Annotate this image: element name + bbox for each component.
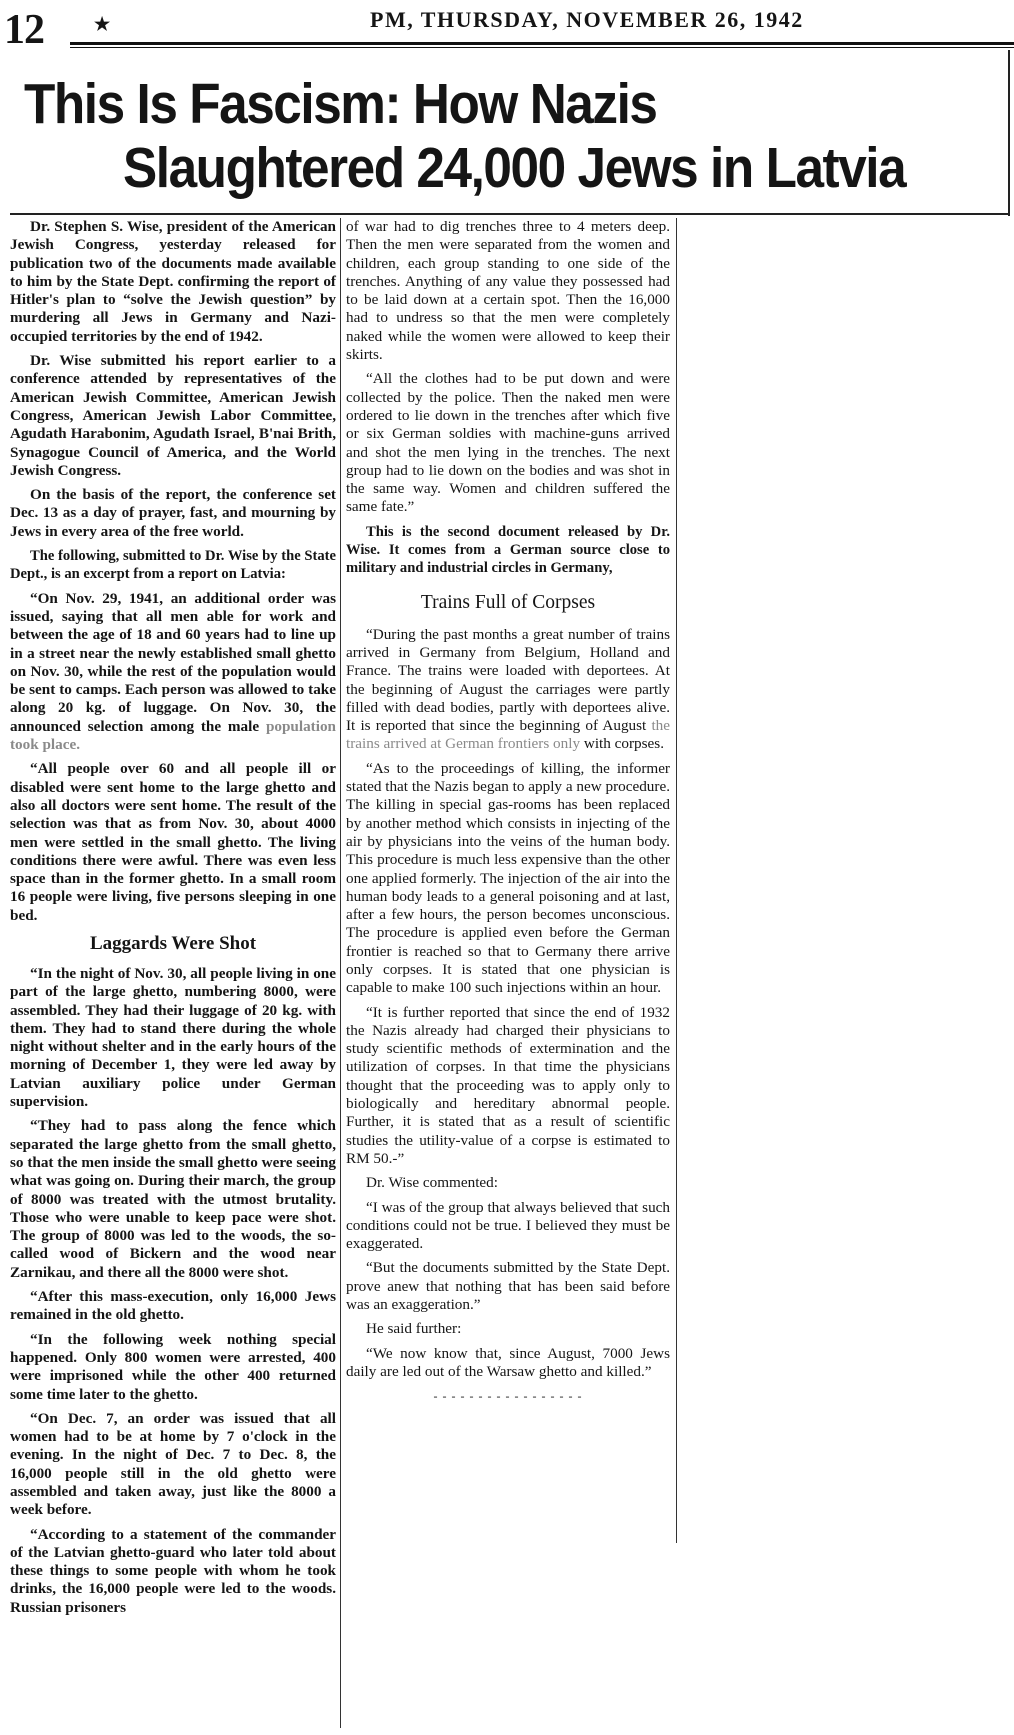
paragraph-text: “On Nov. 29, 1941, an additional order was issued, saying that all men able for work and between the age of 18 and 60 years had to line up in a street near the newly established small ghetto on Nov. 30, while the rest of the population would be sent to camps. Each person was allowed to take along 20 kg. of luggage. On Nov. 30, the announced selection among the male bbox=[10, 589, 336, 735]
paragraph: Dr. Wise submitted his report earlier to a conference attended by representatives of the American Jewish Committee, American Jewish Congress, American Jewish Labor Committee, Agudath Harabonim, Agudath Israel, B'nai Brith, Synagogue Council of America, and the World Jewish Congress. bbox=[10, 352, 336, 479]
paragraph: “In the night of Nov. 30, all people living in one part of the large ghetto, numbering 8000, were assembled. They had their luggage of 20 kg. with them. They had to stand there during the whole night without shelter and in the early hours of the morning of December 1, they were led away by Latvian auxiliary police under German supervision. bbox=[10, 964, 336, 1111]
paragraph: “On Dec. 7, an order was issued that all women had to be at home by 7 o'clock in the evening. In the night of Dec. 7 to Dec. 8, the 16,000 people still in the old ghetto were assembled and taken away, just like the 8000 a week before. bbox=[10, 1409, 336, 1519]
subhead-laggards: Laggards Were Shot bbox=[89, 932, 257, 954]
paragraph: “As to the proceedings of killing, the informer stated that the Nazis began to apply a new procedure. The killing in special gas-rooms has been replaced by another method which consists in injecting of the air by physicians into the veins of the human body. This procedure is much less expensive than the other one applied formerly. The injection of the air into the human body leads to a general poisoning and at last, after a few hours, the person becomes unconscious. The procedure is applied even before the German frontier is reached so that to Germany there arrive only corpses. It is stated that one physician is capable to make 100 such injections within an hour. bbox=[346, 759, 670, 997]
paragraph: “According to a statement of the commander of the Latvian ghetto-guard who later told about these things to some people with whom he took drinks, the 16,000 people were led to the woods. Russian prisoners bbox=[10, 1525, 336, 1616]
paragraph: Dr. Wise commented: bbox=[366, 1174, 498, 1192]
column-right-rule bbox=[676, 218, 677, 1543]
paragraph-text: “During the past months a great number of trains arrived in Germany from Belgium, Holland and France. The trains were loaded with deportees. At the beginning of August the carriages were partly filled with dead bodies, partly with deportees alive. It is reported that since the beginning of August bbox=[346, 625, 670, 735]
paragraph: “In the following week nothing special happened. Only 800 women were arrested, 400 were imprisoned while the other 400 returned some time later to the ghetto. bbox=[10, 1330, 336, 1403]
paragraph: “All the clothes had to be put down and were collected by the police. Then the naked men were ordered to lie down in the trenches after which five or six German soldies with machine-guns arrived and shot the men lying in the trenches. The next group had to lie down on the bodies and was shot in the same way. Women and children suffered the same fate.” bbox=[346, 370, 670, 516]
headline-rule bbox=[10, 213, 1010, 215]
document-intro: This is the second document released by Dr. Wise. It comes from a German source close to military and industrial circles in Germany, bbox=[346, 523, 670, 577]
paragraph: Dr. Stephen S. Wise, president of the American Jewish Congress, yesterday released for publication two of the documents made available to him by the State Dept. confirming the report of Hitler's plan to “solve the Jewish question” by murdering all Jews in Germany and Nazi-occupied territories by the end of 1942. bbox=[10, 218, 336, 345]
faded-text: the trains arrived at German frontiers only bbox=[346, 717, 670, 753]
headline-line-1: This Is Fascism: How Nazis bbox=[24, 72, 657, 136]
masthead bbox=[0, 0, 1014, 53]
paragraph: “After this mass-execution, only 16,000 Jews remained in the old ghetto. bbox=[10, 1288, 336, 1324]
paragraph: He said further: bbox=[366, 1320, 462, 1338]
subhead-trains: Trains Full of Corpses bbox=[420, 591, 596, 613]
paragraph: “All people over 60 and all people ill or disabled were sent home to the large ghetto and also all doctors were sent home. The result of the selection was that as from Nov. 30, about 4000 men were settled in the small ghetto. The living conditions there were awful. There was even less space than in the former ghetto. In a small room 16 people were living, five persons sleeping in one bed. bbox=[10, 760, 336, 924]
page-number: 12 bbox=[4, 7, 44, 53]
paragraph: “We now know that, since August, 7000 Jews daily are led out of the Warsaw ghetto and killed.” bbox=[346, 1344, 670, 1380]
dateline: PM, THURSDAY, NOVEMBER 26, 1942 bbox=[370, 7, 804, 32]
headline bbox=[24, 72, 906, 200]
paragraph: of war had to dig trenches three to 4 meters deep. Then the men were separated from the women and children, each group standing to one side of the trenches. Anything of any value they possessed had to be laid down at a certain spot. Then the 16,000 had to undress so that the men were completely naked while the women were allowed to keep their skirts. bbox=[346, 218, 670, 364]
paragraph: “But the documents submitted by the State Dept. prove anew that nothing that has been said before was an exaggeration.” bbox=[346, 1259, 670, 1314]
paragraph bbox=[346, 626, 670, 754]
article-column-1 bbox=[10, 218, 336, 1728]
column-divider bbox=[340, 218, 341, 1728]
paragraph: “I was of the group that always believed that such conditions could not be true. I believed they must be exaggerated. bbox=[346, 1198, 670, 1253]
end-rule: - - - - - - - - - - - - - - - - - bbox=[433, 1389, 583, 1404]
paragraph-text: with corpses. bbox=[583, 735, 665, 753]
article-column-2 bbox=[346, 218, 670, 1518]
paragraph bbox=[10, 590, 336, 755]
star-icon: ★ bbox=[94, 14, 111, 34]
excerpt-intro: The following, submitted to Dr. Wise by the State Dept., is an excerpt from a report on Latvia: bbox=[10, 548, 336, 583]
masthead-rule bbox=[70, 42, 1014, 48]
paragraph: On the basis of the report, the conference set Dec. 13 as a day of prayer, fast, and mourning by Jews in every area of the free world. bbox=[10, 486, 336, 540]
faded-text: population took place. bbox=[10, 717, 337, 754]
paragraph: “They had to pass along the fence which separated the large ghetto from the small ghetto, so that the men inside the small ghetto were seeing what was going on. During their march, the group of 8000 was treated with the utmost brutality. Those who were unable to keep pace were shot. The group of 8000 was led to the woods, the so-called wood of Bickern and the wood near Zarnikau, and there all the 8000 were shot. bbox=[10, 1117, 336, 1281]
paragraph: “It is further reported that since the end of 1932 the Nazis already had charged their physicians to study scientific methods of extermination and the utilization of corpses. In that time the physicians thought that the proceeding was to apply only to biologically and hereditary abnormal people. Further, it is stated that as a result of scientific studies the utility-value of a corpse is estimated to RM 50.-” bbox=[346, 1003, 670, 1167]
headline-box-right-rule bbox=[1008, 50, 1010, 216]
headline-line-2: Slaughtered 24,000 Jews in Latvia bbox=[123, 136, 906, 200]
